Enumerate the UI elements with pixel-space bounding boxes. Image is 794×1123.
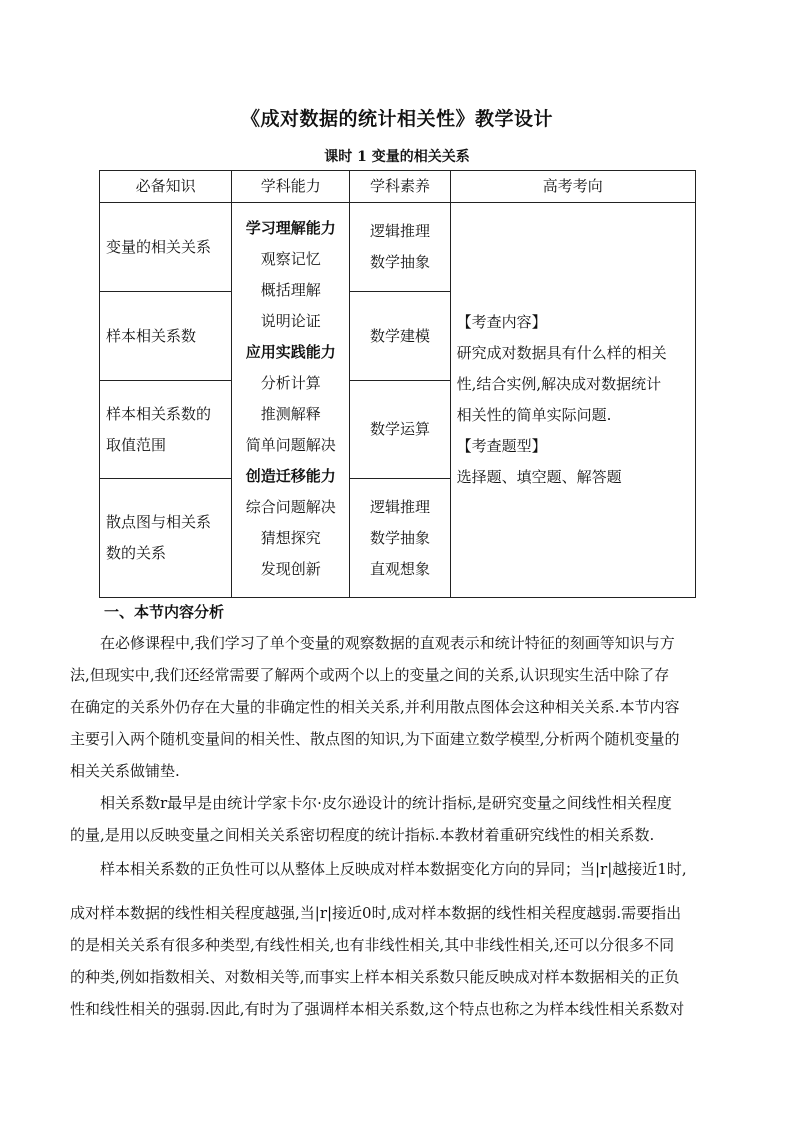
literacy-text: 逻辑推理 bbox=[369, 497, 430, 516]
text-line: 相关系数r最早是由统计学家卡尔·皮尔逊设计的统计指标,是研究变量之间线性相关程度 bbox=[100, 794, 672, 812]
literacy-text: 逻辑推理 bbox=[369, 222, 430, 240]
text-line: 在必修课程中,我们学习了单个变量的观察数据的直观表示和统计特征的刻画等知识与方 bbox=[100, 634, 675, 652]
ability-item: 概括理解 bbox=[260, 281, 321, 299]
knowledge-text: 变量的相关关系 bbox=[106, 237, 212, 256]
exam-text: 性,结合实例,解决成对数据统计 bbox=[456, 375, 662, 393]
knowledge-cell bbox=[100, 203, 232, 292]
overview-table bbox=[99, 170, 696, 598]
literacy-text: 数学抽象 bbox=[369, 528, 430, 547]
literacy-text: 直观想象 bbox=[369, 559, 430, 578]
exam-text: 选择题、填空题、解答题 bbox=[456, 468, 622, 486]
section-heading: 一、本节内容分析 bbox=[104, 603, 225, 621]
ability-item: 分析计算 bbox=[260, 374, 321, 392]
literacy-cell bbox=[350, 292, 450, 381]
header-ability: 学科能力 bbox=[232, 171, 350, 203]
table-header-row bbox=[100, 171, 696, 203]
header-exam: 高考考向 bbox=[450, 171, 695, 203]
literacy-text: 数学建模 bbox=[369, 326, 430, 345]
text-line: 的是相关关系有很多种类型,有线性相关,也有非线性相关,其中非线性相关,还可以分很多不同 bbox=[70, 936, 675, 954]
document-title: 《成对数据的统计相关性》教学设计 bbox=[240, 108, 553, 130]
literacy-cell bbox=[350, 479, 450, 598]
knowledge-text: 样本相关系数 bbox=[106, 326, 197, 345]
text-line: 主要引入两个随机变量间的相关性、散点图的知识,为下面建立数学模型,分析两个随机变量的 bbox=[70, 730, 680, 748]
ability-item: 综合问题解决 bbox=[245, 498, 336, 516]
knowledge-text: 样本相关系数的 bbox=[106, 404, 212, 423]
ability-item: 发现创新 bbox=[260, 560, 321, 578]
literacy-text: 数学抽象 bbox=[369, 253, 430, 271]
text-line: 成对样本数据的线性相关程度越强,当|r|接近0时,成对样本数据的线性相关程度越弱.需要指出 bbox=[70, 904, 682, 922]
exam-text: 相关性的简单实际问题. bbox=[456, 406, 612, 424]
ability-item: 猜想探究 bbox=[260, 529, 321, 547]
ability-cell bbox=[232, 203, 350, 598]
text-line: 法,但现实中,我们还经常需要了解两个或两个以上的变量之间的关系,认识现实生活中除了存 bbox=[70, 666, 670, 684]
text-line: 在确定的关系外仍存在大量的非确定性的相关关系,并利用散点图体会这种相关关系.本节内容 bbox=[70, 698, 680, 716]
exam-text: 研究成对数据具有什么样的相关 bbox=[456, 344, 667, 362]
paragraph-3 bbox=[70, 853, 726, 1025]
ability-item: 应用实践能力 bbox=[245, 343, 336, 361]
header-literacy: 学科素养 bbox=[350, 171, 450, 203]
ability-item: 学习理解能力 bbox=[245, 219, 336, 237]
knowledge-cell bbox=[100, 479, 232, 598]
ability-item: 观察记忆 bbox=[260, 250, 321, 268]
text-line: 样本相关系数的正负性可以从整体上反映成对样本数据变化方向的异同；当|r|越接近1时, bbox=[100, 860, 687, 878]
literacy-text: 数学运算 bbox=[369, 420, 430, 438]
exam-label-type: 【考查题型】 bbox=[456, 437, 547, 455]
ability-item: 说明论证 bbox=[260, 312, 321, 330]
text-line: 的量,是用以反映变量之间相关关系密切程度的统计指标.本教材着重研究线性的相关系数. bbox=[70, 826, 655, 844]
paragraph-2 bbox=[70, 787, 726, 851]
ability-item: 创造迁移能力 bbox=[245, 467, 336, 485]
knowledge-cell bbox=[100, 292, 232, 381]
text-line: 的种类,例如指数相关、对数相关等,而事实上样本相关系数只能反映成对样本数据相关的正负 bbox=[70, 968, 680, 986]
header-knowledge: 必备知识 bbox=[100, 171, 232, 203]
knowledge-text: 数的关系 bbox=[106, 544, 167, 562]
paragraph-1 bbox=[70, 627, 726, 787]
text-line: 性和线性相关的强弱.因此,有时为了强调样本相关系数,这个特点也称之为样本线性相关系数对 bbox=[70, 1000, 685, 1018]
lesson-subtitle: 课时 1 变量的相关关系 bbox=[324, 149, 470, 165]
exam-cell bbox=[450, 203, 695, 598]
literacy-cell bbox=[350, 381, 450, 479]
knowledge-text: 散点图与相关系 bbox=[106, 513, 212, 531]
text-line: 相关关系做铺垫. bbox=[70, 762, 180, 780]
literacy-cell bbox=[350, 203, 450, 292]
exam-label-content: 【考查内容】 bbox=[456, 313, 547, 331]
ability-item: 推测解释 bbox=[260, 405, 321, 423]
knowledge-cell bbox=[100, 381, 232, 479]
table-row bbox=[100, 203, 696, 292]
knowledge-text: 取值范围 bbox=[106, 435, 167, 454]
ability-item: 简单问题解决 bbox=[245, 436, 336, 454]
